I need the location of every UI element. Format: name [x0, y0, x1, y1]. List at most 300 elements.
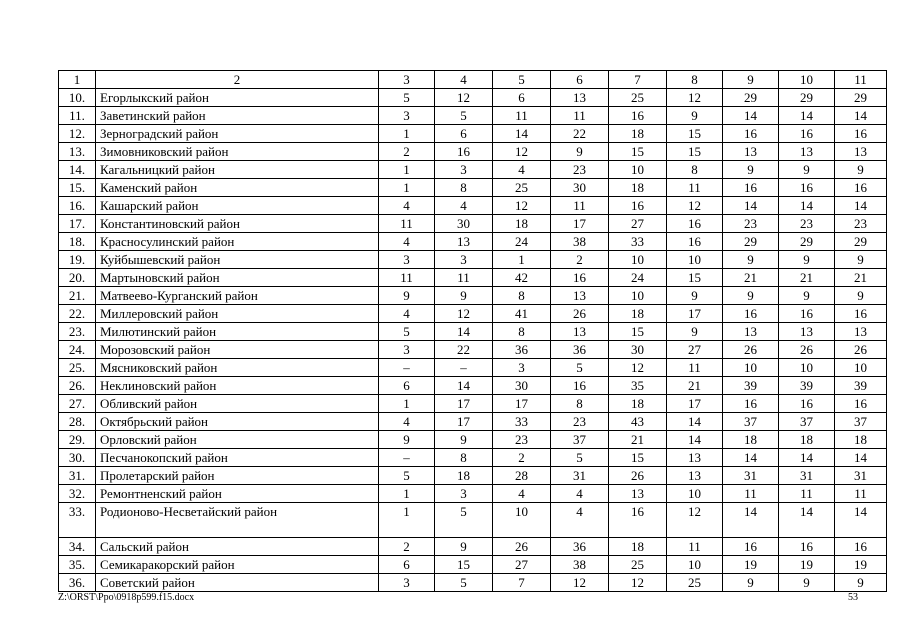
- district-name-cell: Мясниковский район: [96, 359, 379, 377]
- value-cell: 8: [435, 179, 493, 197]
- row-number-cell: 10.: [59, 89, 96, 107]
- value-cell: 14: [667, 413, 723, 431]
- value-cell: 36: [551, 341, 609, 359]
- row-number-cell: 31.: [59, 467, 96, 485]
- value-cell: 25: [609, 556, 667, 574]
- value-cell: 8: [493, 323, 551, 341]
- row-number-cell: 17.: [59, 215, 96, 233]
- value-cell: 11: [667, 538, 723, 556]
- table-row: [59, 467, 887, 485]
- table-row: [59, 574, 887, 592]
- value-cell: 3: [379, 107, 435, 125]
- value-cell: 9: [835, 287, 887, 305]
- value-cell: 26: [835, 341, 887, 359]
- value-cell: 17: [435, 413, 493, 431]
- row-number-cell: 32.: [59, 485, 96, 503]
- file-path: Z:\ORST\Ppo\0918p599.f15.docx: [58, 592, 195, 603]
- value-cell: 13: [435, 233, 493, 251]
- district-name-cell: Песчанокопский район: [96, 449, 379, 467]
- table-row: [59, 305, 887, 323]
- district-name-cell: Константиновский район: [96, 215, 379, 233]
- row-number-cell: 19.: [59, 251, 96, 269]
- district-name-cell: Ремонтненский район: [96, 485, 379, 503]
- row-number-cell: 12.: [59, 125, 96, 143]
- row-number-cell: 11.: [59, 107, 96, 125]
- district-name-cell: Милютинский район: [96, 323, 379, 341]
- value-cell: 6: [379, 556, 435, 574]
- value-cell: 14: [835, 449, 887, 467]
- value-cell: 3: [435, 251, 493, 269]
- district-name-cell: Родионово-Несветайский район: [96, 503, 379, 538]
- column-number-cell: 8: [667, 71, 723, 89]
- value-cell: 12: [667, 503, 723, 538]
- district-name-cell: Пролетарский район: [96, 467, 379, 485]
- value-cell: 12: [667, 89, 723, 107]
- column-number-cell: 6: [551, 71, 609, 89]
- column-number-cell: 2: [96, 71, 379, 89]
- value-cell: 11: [493, 107, 551, 125]
- value-cell: 14: [835, 503, 887, 538]
- value-cell: 23: [779, 215, 835, 233]
- value-cell: 10: [667, 556, 723, 574]
- value-cell: 22: [551, 125, 609, 143]
- value-cell: 27: [493, 556, 551, 574]
- table-row: [59, 449, 887, 467]
- value-cell: 17: [551, 215, 609, 233]
- value-cell: 14: [723, 107, 779, 125]
- value-cell: 35: [609, 377, 667, 395]
- value-cell: 5: [551, 449, 609, 467]
- value-cell: 2: [551, 251, 609, 269]
- value-cell: 38: [551, 556, 609, 574]
- value-cell: 10: [609, 287, 667, 305]
- district-name-cell: Куйбышевский район: [96, 251, 379, 269]
- value-cell: 1: [379, 503, 435, 538]
- value-cell: 27: [667, 341, 723, 359]
- value-cell: 8: [667, 161, 723, 179]
- value-cell: 17: [667, 395, 723, 413]
- value-cell: 9: [435, 431, 493, 449]
- district-table: [58, 70, 887, 592]
- value-cell: 17: [667, 305, 723, 323]
- value-cell: 6: [435, 125, 493, 143]
- value-cell: 10: [609, 251, 667, 269]
- value-cell: 23: [493, 431, 551, 449]
- value-cell: 21: [779, 269, 835, 287]
- row-number-cell: 30.: [59, 449, 96, 467]
- district-name-cell: Октябрьский район: [96, 413, 379, 431]
- row-number-cell: 13.: [59, 143, 96, 161]
- value-cell: 36: [493, 341, 551, 359]
- column-number-cell: 10: [779, 71, 835, 89]
- value-cell: 23: [551, 161, 609, 179]
- row-number-cell: 34.: [59, 538, 96, 556]
- value-cell: 16: [667, 215, 723, 233]
- value-cell: 11: [551, 197, 609, 215]
- table-row: [59, 125, 887, 143]
- value-cell: 16: [835, 538, 887, 556]
- row-number-cell: 28.: [59, 413, 96, 431]
- value-cell: 13: [835, 323, 887, 341]
- value-cell: –: [435, 359, 493, 377]
- value-cell: 16: [779, 538, 835, 556]
- value-cell: 16: [723, 179, 779, 197]
- value-cell: 31: [723, 467, 779, 485]
- value-cell: 9: [779, 287, 835, 305]
- value-cell: 4: [379, 413, 435, 431]
- value-cell: 16: [609, 503, 667, 538]
- row-number-cell: 26.: [59, 377, 96, 395]
- value-cell: 26: [551, 305, 609, 323]
- value-cell: 13: [779, 323, 835, 341]
- value-cell: 1: [379, 125, 435, 143]
- value-cell: 11: [835, 485, 887, 503]
- value-cell: 15: [609, 449, 667, 467]
- district-name-cell: Заветинский район: [96, 107, 379, 125]
- value-cell: 14: [493, 125, 551, 143]
- value-cell: 4: [435, 197, 493, 215]
- value-cell: 9: [667, 107, 723, 125]
- row-number-cell: 27.: [59, 395, 96, 413]
- value-cell: 3: [379, 251, 435, 269]
- value-cell: 3: [379, 341, 435, 359]
- value-cell: 18: [609, 305, 667, 323]
- value-cell: 16: [835, 305, 887, 323]
- value-cell: 17: [435, 395, 493, 413]
- table-row: [59, 197, 887, 215]
- value-cell: 14: [779, 197, 835, 215]
- value-cell: 21: [835, 269, 887, 287]
- column-number-cell: 4: [435, 71, 493, 89]
- district-name-cell: Сальский район: [96, 538, 379, 556]
- value-cell: 9: [723, 574, 779, 592]
- value-cell: 12: [493, 197, 551, 215]
- value-cell: 3: [435, 485, 493, 503]
- value-cell: 11: [723, 485, 779, 503]
- row-number-cell: 15.: [59, 179, 96, 197]
- column-number-cell: 11: [835, 71, 887, 89]
- value-cell: 29: [779, 233, 835, 251]
- district-name-cell: Миллеровский район: [96, 305, 379, 323]
- value-cell: 4: [551, 485, 609, 503]
- value-cell: 25: [667, 574, 723, 592]
- value-cell: 5: [379, 323, 435, 341]
- value-cell: 10: [609, 161, 667, 179]
- value-cell: 33: [493, 413, 551, 431]
- value-cell: 33: [609, 233, 667, 251]
- value-cell: 21: [723, 269, 779, 287]
- district-name-cell: Матвеево-Курганский район: [96, 287, 379, 305]
- table-row: [59, 215, 887, 233]
- value-cell: 13: [609, 485, 667, 503]
- district-name-cell: Мартыновский район: [96, 269, 379, 287]
- row-number-cell: 14.: [59, 161, 96, 179]
- value-cell: 29: [723, 233, 779, 251]
- row-number-cell: 23.: [59, 323, 96, 341]
- value-cell: 30: [609, 341, 667, 359]
- value-cell: 37: [779, 413, 835, 431]
- value-cell: 4: [379, 233, 435, 251]
- value-cell: 9: [435, 287, 493, 305]
- value-cell: 13: [835, 143, 887, 161]
- value-cell: 13: [551, 89, 609, 107]
- value-cell: 22: [435, 341, 493, 359]
- row-number-cell: 36.: [59, 574, 96, 592]
- value-cell: 16: [835, 125, 887, 143]
- value-cell: 16: [723, 305, 779, 323]
- value-cell: 18: [779, 431, 835, 449]
- value-cell: 30: [551, 179, 609, 197]
- value-cell: 10: [835, 359, 887, 377]
- page-number: 53: [848, 592, 858, 603]
- row-number-cell: 18.: [59, 233, 96, 251]
- table-row: [59, 233, 887, 251]
- value-cell: 9: [435, 538, 493, 556]
- value-cell: 16: [779, 179, 835, 197]
- value-cell: 12: [609, 574, 667, 592]
- value-cell: 16: [667, 233, 723, 251]
- value-cell: 18: [609, 538, 667, 556]
- value-cell: 3: [379, 574, 435, 592]
- value-cell: 27: [609, 215, 667, 233]
- value-cell: 10: [779, 359, 835, 377]
- value-cell: 14: [779, 107, 835, 125]
- value-cell: 23: [835, 215, 887, 233]
- value-cell: 30: [435, 215, 493, 233]
- value-cell: 42: [493, 269, 551, 287]
- value-cell: 9: [835, 251, 887, 269]
- table-row: [59, 323, 887, 341]
- column-number-cell: 5: [493, 71, 551, 89]
- value-cell: 2: [493, 449, 551, 467]
- value-cell: 18: [609, 125, 667, 143]
- value-cell: 10: [723, 359, 779, 377]
- value-cell: 16: [435, 143, 493, 161]
- value-cell: 9: [667, 287, 723, 305]
- value-cell: 9: [779, 251, 835, 269]
- value-cell: 13: [723, 323, 779, 341]
- value-cell: 18: [723, 431, 779, 449]
- value-cell: 18: [835, 431, 887, 449]
- value-cell: 11: [667, 179, 723, 197]
- table-row: [59, 341, 887, 359]
- value-cell: 9: [779, 161, 835, 179]
- value-cell: 25: [493, 179, 551, 197]
- value-cell: 12: [435, 89, 493, 107]
- district-name-cell: Неклиновский район: [96, 377, 379, 395]
- value-cell: 9: [667, 323, 723, 341]
- value-cell: 13: [667, 449, 723, 467]
- value-cell: 24: [493, 233, 551, 251]
- table-row: [59, 538, 887, 556]
- value-cell: 39: [779, 377, 835, 395]
- value-cell: 18: [493, 215, 551, 233]
- value-cell: 5: [379, 467, 435, 485]
- value-cell: 37: [723, 413, 779, 431]
- value-cell: 1: [493, 251, 551, 269]
- value-cell: 19: [779, 556, 835, 574]
- value-cell: 16: [723, 395, 779, 413]
- value-cell: 14: [435, 377, 493, 395]
- value-cell: 15: [609, 323, 667, 341]
- value-cell: 1: [379, 395, 435, 413]
- value-cell: 10: [493, 503, 551, 538]
- value-cell: 16: [551, 269, 609, 287]
- value-cell: 11: [779, 485, 835, 503]
- column-number-cell: 7: [609, 71, 667, 89]
- value-cell: 9: [379, 287, 435, 305]
- value-cell: 14: [835, 107, 887, 125]
- value-cell: 16: [779, 305, 835, 323]
- value-cell: 1: [379, 485, 435, 503]
- value-cell: 19: [835, 556, 887, 574]
- value-cell: 15: [609, 143, 667, 161]
- table-row: [59, 413, 887, 431]
- value-cell: 16: [723, 538, 779, 556]
- value-cell: 12: [435, 305, 493, 323]
- value-cell: 29: [835, 89, 887, 107]
- value-cell: 13: [723, 143, 779, 161]
- value-cell: 16: [609, 197, 667, 215]
- table-row: [59, 503, 887, 538]
- value-cell: 16: [779, 395, 835, 413]
- value-cell: 26: [493, 538, 551, 556]
- value-cell: 36: [551, 538, 609, 556]
- value-cell: 6: [379, 377, 435, 395]
- value-cell: 12: [551, 574, 609, 592]
- value-cell: 31: [779, 467, 835, 485]
- row-number-cell: 21.: [59, 287, 96, 305]
- value-cell: 41: [493, 305, 551, 323]
- district-name-cell: Зерноградский район: [96, 125, 379, 143]
- value-cell: 11: [435, 269, 493, 287]
- value-cell: 9: [835, 161, 887, 179]
- value-cell: 5: [435, 574, 493, 592]
- value-cell: 37: [551, 431, 609, 449]
- district-name-cell: Егорлыкский район: [96, 89, 379, 107]
- value-cell: 16: [551, 377, 609, 395]
- value-cell: 13: [667, 467, 723, 485]
- value-cell: 14: [723, 197, 779, 215]
- column-number-cell: 9: [723, 71, 779, 89]
- column-number-cell: 3: [379, 71, 435, 89]
- district-name-cell: Зимовниковский район: [96, 143, 379, 161]
- value-cell: 18: [435, 467, 493, 485]
- district-name-cell: Семикаракорский район: [96, 556, 379, 574]
- value-cell: 16: [723, 125, 779, 143]
- row-number-cell: 35.: [59, 556, 96, 574]
- value-cell: 17: [493, 395, 551, 413]
- value-cell: 37: [835, 413, 887, 431]
- value-cell: 6: [493, 89, 551, 107]
- row-number-cell: 20.: [59, 269, 96, 287]
- value-cell: 10: [667, 485, 723, 503]
- value-cell: 3: [493, 359, 551, 377]
- value-cell: 13: [551, 287, 609, 305]
- row-number-cell: 29.: [59, 431, 96, 449]
- value-cell: 5: [379, 89, 435, 107]
- table-row: [59, 395, 887, 413]
- value-cell: 39: [723, 377, 779, 395]
- value-cell: 14: [435, 323, 493, 341]
- district-name-cell: Кашарский район: [96, 197, 379, 215]
- value-cell: 1: [379, 161, 435, 179]
- row-number-cell: 24.: [59, 341, 96, 359]
- table-row: [59, 556, 887, 574]
- value-cell: 7: [493, 574, 551, 592]
- column-number-cell: 1: [59, 71, 96, 89]
- table-row: [59, 359, 887, 377]
- value-cell: –: [379, 449, 435, 467]
- row-number-cell: 16.: [59, 197, 96, 215]
- value-cell: 24: [609, 269, 667, 287]
- value-cell: 16: [835, 179, 887, 197]
- value-cell: 21: [609, 431, 667, 449]
- value-cell: 9: [779, 574, 835, 592]
- value-cell: 18: [609, 179, 667, 197]
- value-cell: 4: [493, 161, 551, 179]
- district-name-cell: Морозовский район: [96, 341, 379, 359]
- row-number-cell: 22.: [59, 305, 96, 323]
- table-row: [59, 161, 887, 179]
- table-row: [59, 287, 887, 305]
- value-cell: 9: [379, 431, 435, 449]
- table-row: [59, 485, 887, 503]
- value-cell: 14: [779, 503, 835, 538]
- value-cell: 12: [609, 359, 667, 377]
- table-row: [59, 107, 887, 125]
- value-cell: 31: [835, 467, 887, 485]
- value-cell: 23: [551, 413, 609, 431]
- value-cell: 14: [779, 449, 835, 467]
- table-row: [59, 269, 887, 287]
- value-cell: 29: [723, 89, 779, 107]
- value-cell: 14: [723, 449, 779, 467]
- value-cell: 4: [379, 197, 435, 215]
- value-cell: 25: [609, 89, 667, 107]
- value-cell: 38: [551, 233, 609, 251]
- value-cell: 15: [667, 143, 723, 161]
- district-name-cell: Обливский район: [96, 395, 379, 413]
- value-cell: 31: [551, 467, 609, 485]
- value-cell: 19: [723, 556, 779, 574]
- value-cell: 16: [779, 125, 835, 143]
- value-cell: 29: [835, 233, 887, 251]
- value-cell: 26: [609, 467, 667, 485]
- value-cell: 8: [493, 287, 551, 305]
- value-cell: 9: [551, 143, 609, 161]
- table-header-row: [59, 71, 887, 89]
- value-cell: 12: [667, 197, 723, 215]
- value-cell: 15: [667, 269, 723, 287]
- value-cell: 16: [609, 107, 667, 125]
- value-cell: 21: [667, 377, 723, 395]
- value-cell: 2: [379, 538, 435, 556]
- value-cell: 23: [723, 215, 779, 233]
- row-number-cell: 25.: [59, 359, 96, 377]
- value-cell: 9: [723, 287, 779, 305]
- value-cell: 9: [723, 251, 779, 269]
- district-name-cell: Каменский район: [96, 179, 379, 197]
- value-cell: 8: [551, 395, 609, 413]
- value-cell: 5: [435, 503, 493, 538]
- value-cell: 12: [493, 143, 551, 161]
- district-name-cell: Кагальницкий район: [96, 161, 379, 179]
- value-cell: 1: [379, 179, 435, 197]
- value-cell: 26: [779, 341, 835, 359]
- value-cell: 18: [609, 395, 667, 413]
- value-cell: 9: [835, 574, 887, 592]
